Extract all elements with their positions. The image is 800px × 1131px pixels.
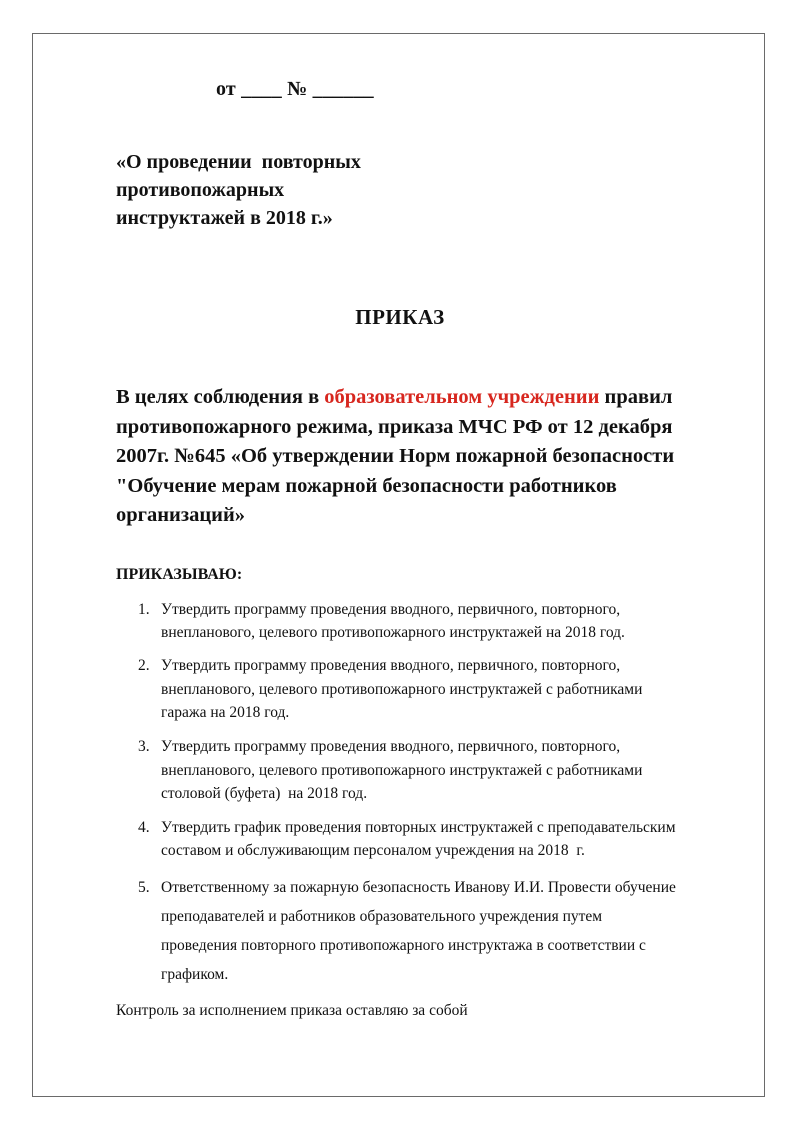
order-item-line: столовой (буфета) на 2018 год.	[161, 785, 368, 802]
closing-statement: Контроль за исполнением приказа оставляю за собой	[116, 1002, 468, 1019]
preamble	[116, 383, 716, 531]
order-item-number: 4.	[138, 819, 150, 836]
order-item-line: Утвердить график проведения повторных инструктажей с преподавательским	[161, 819, 676, 836]
order-item-text	[161, 598, 625, 644]
order-item-number: 5.	[138, 879, 150, 896]
preamble-line: "Обучение мерам пожарной безопасности работников	[116, 474, 617, 497]
preamble-line: 2007г. №645 «Об утверждении Норм пожарной безопасности	[116, 445, 675, 467]
order-item-line: графиком.	[161, 966, 229, 983]
order-item-line: Ответственному за пожарную безопасность Иванову И.И. Провести обучение	[161, 879, 676, 896]
order-subject-line: «О проведении повторных	[116, 151, 361, 173]
order-item-line: внепланового, целевого противопожарного инструктажей с работниками	[161, 761, 643, 779]
order-date-number-line: от ____ № ______	[216, 78, 374, 100]
order-item-line: внепланового, целевого противопожарного инструктажей на 2018 год.	[161, 624, 625, 641]
order-item-text	[161, 654, 642, 725]
order-item-number: 2.	[138, 657, 150, 674]
document-title: ПРИКАЗ	[355, 305, 445, 329]
preamble-text: правил	[599, 386, 673, 408]
order-item-line: проведения повторного противопожарного инструктажа в соответствии с	[161, 937, 646, 954]
order-item-number: 1.	[138, 601, 150, 618]
order-item-line: внепланового, целевого противопожарного инструктажей с работниками	[161, 680, 643, 698]
preamble-line	[116, 383, 716, 413]
order-item-number: 3.	[138, 738, 150, 755]
order-item-line: Утвердить программу проведения вводного, первичного, повторного,	[161, 738, 621, 755]
order-item-line: гаража на 2018 год.	[161, 704, 290, 721]
order-subject	[116, 148, 361, 232]
order-item-text	[161, 816, 676, 862]
order-subject-line: противопожарных	[116, 179, 285, 201]
preamble-line: противопожарного режима, приказа МЧС РФ от 12 декабря	[116, 415, 673, 438]
order-word: ПРИКАЗЫВАЮ:	[116, 566, 243, 583]
order-item-text	[161, 735, 642, 806]
order-item-line: преподавателей и работников образовательного учреждения путем	[161, 908, 603, 925]
order-item-text	[161, 873, 676, 989]
preamble-text: В целях соблюдения в	[116, 386, 325, 408]
order-item-line: Утвердить программу проведения вводного, первичного, повторного,	[161, 657, 621, 674]
order-item-line: Утвердить программу проведения вводного, первичного, повторного,	[161, 601, 621, 618]
preamble-highlight: образовательном учреждении	[324, 386, 600, 408]
preamble-line: организаций»	[116, 504, 246, 526]
order-item-line: составом и обслуживающим персоналом учреждения на 2018 г.	[161, 842, 585, 859]
order-subject-line: инструктажей в 2018 г.»	[116, 207, 333, 229]
